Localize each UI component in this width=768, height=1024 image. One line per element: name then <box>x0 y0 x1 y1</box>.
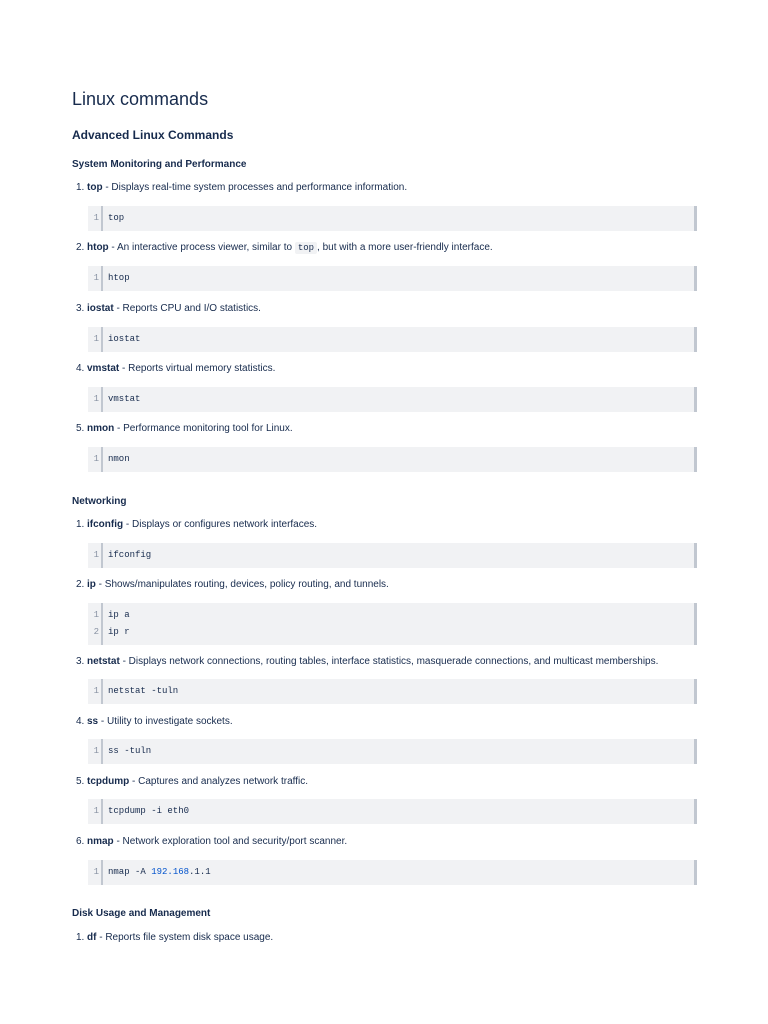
code-line: nmap -A 192.168.1.1 <box>108 867 211 877</box>
code-block <box>88 799 697 824</box>
command-name: nmap <box>87 836 114 847</box>
line-number: 1 <box>93 867 99 877</box>
code-block <box>88 739 697 764</box>
numeric-literal: 192.168 <box>151 867 190 877</box>
line-number: 1 <box>93 686 99 696</box>
line-number: 1 <box>93 334 99 344</box>
group-heading-disk-usage: Disk Usage and Management <box>72 908 211 919</box>
code-line: iostat <box>108 334 141 344</box>
line-number: 1 <box>93 213 99 223</box>
line-number: 1 <box>93 394 99 404</box>
command-name: ss <box>87 716 99 727</box>
command-name: vmstat <box>87 363 120 374</box>
line-number: 1 <box>93 273 99 283</box>
list-item: 1. df - Reports file system disk space usage. <box>76 932 274 943</box>
command-name: ifconfig <box>87 519 124 530</box>
line-number: 1 <box>93 454 99 464</box>
command-name: df <box>87 932 97 943</box>
code-block <box>88 327 697 352</box>
list-item: 5. nmon - Performance monitoring tool for Linux. <box>76 423 293 434</box>
line-number: 1 <box>93 806 99 816</box>
list-item: 5. tcpdump - Captures and analyzes network traffic. <box>76 776 309 787</box>
list-item: 1. ifconfig - Displays or configures network interfaces. <box>76 519 318 530</box>
code-line: vmstat <box>108 394 141 404</box>
group-heading-networking: Networking <box>72 496 127 507</box>
code-block <box>88 543 697 568</box>
code-line: nmon <box>108 454 130 464</box>
command-name: nmon <box>87 423 115 434</box>
line-number: 1 <box>93 550 99 560</box>
line-number: 1 <box>93 746 99 756</box>
code-block <box>88 387 697 412</box>
code-block <box>88 206 697 231</box>
code-block <box>88 447 697 472</box>
command-name: htop <box>87 242 109 253</box>
command-name: ip <box>87 579 96 590</box>
page-title: Linux commands <box>72 89 209 109</box>
command-name: top <box>87 182 103 193</box>
code-line: ip r <box>108 627 130 637</box>
section-title: Advanced Linux Commands <box>72 128 234 142</box>
code-block <box>88 603 697 645</box>
list-item: 4. ss - Utility to investigate sockets. <box>76 716 233 727</box>
code-block <box>88 266 697 291</box>
command-name: iostat <box>87 303 114 314</box>
list-item: 6. nmap - Network exploration tool and security/port scanner. <box>76 836 348 847</box>
list-item: 4. vmstat - Reports virtual memory statistics. <box>76 363 276 374</box>
command-name: tcpdump <box>87 776 130 787</box>
list-item: 2. ip - Shows/manipulates routing, devices, policy routing, and tunnels. <box>76 579 389 590</box>
code-block <box>88 860 697 885</box>
list-item: 2. htop - An interactive process viewer, similar to top , but with a more user-friendly interface. <box>76 242 493 253</box>
list-item: 3. netstat - Displays network connections, routing tables, interface statistics, masquerade connections, and multicast memberships. <box>76 656 659 667</box>
line-number: 1 <box>93 610 99 620</box>
group-heading-system-monitoring: System Monitoring and Performance <box>72 159 247 170</box>
code-line: netstat -tuln <box>108 686 179 696</box>
code-line: ip a <box>108 610 130 620</box>
list-item: 3. iostat - Reports CPU and I/O statistics. <box>76 303 261 314</box>
code-line: ss -tuln <box>108 746 152 756</box>
code-line: htop <box>108 273 130 283</box>
list-item: 1. top - Displays real-time system processes and performance information. <box>76 182 408 193</box>
inline-code: top <box>295 242 317 254</box>
code-line: ifconfig <box>108 550 152 560</box>
command-name: netstat <box>87 656 120 667</box>
code-line: top <box>108 213 125 223</box>
code-block <box>88 679 697 704</box>
code-line: tcpdump -i eth0 <box>108 806 190 816</box>
line-number: 2 <box>93 627 99 637</box>
